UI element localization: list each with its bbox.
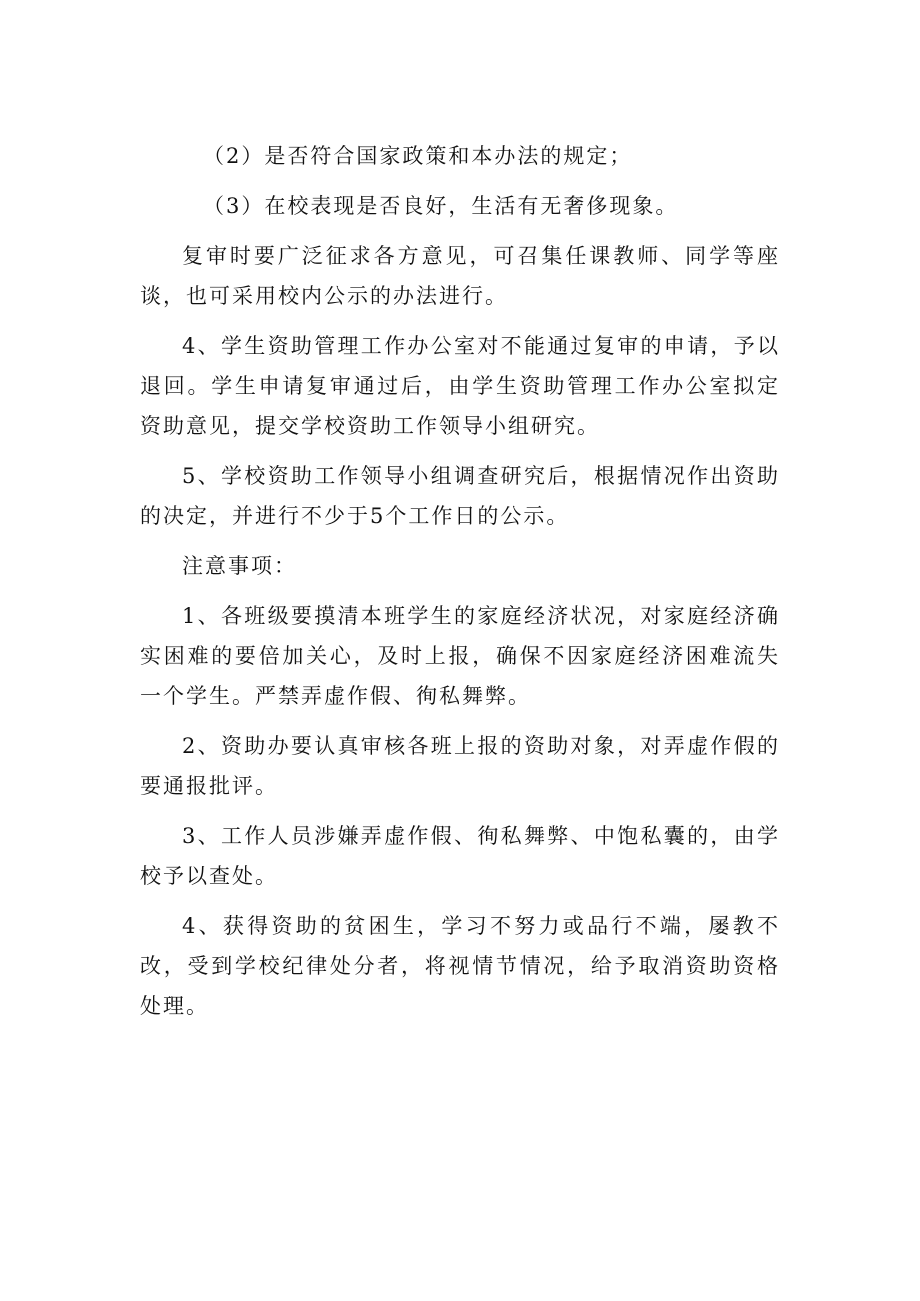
paragraph-criterion-3: （3）在校表现是否良好，生活有无奢侈现象。 — [203, 194, 679, 218]
section-heading-notes: 注意事项： — [182, 554, 297, 578]
paragraph-note-3: 3、工作人员涉嫌弄虚作假、徇私舞弊、中饱私囊的，由学校予以查处。 — [140, 824, 780, 888]
paragraph-note-4: 4、获得资助的贫困生，学习不努力或品行不端，屡教不改，受到学校纪律处分者，将视情节情况，给予取消资助资格处理。 — [140, 914, 780, 1018]
paragraph-step-5: 5、学校资助工作领导小组调查研究后，根据情况作出资助的决定，并进行不少于5个工作日的公示。 — [140, 464, 780, 528]
paragraph-note-2: 2、资助办要认真审核各班上报的资助对象，对弄虚作假的要通报批评。 — [140, 734, 780, 798]
document-body — [140, 136, 780, 1036]
paragraph-review-note: 复审时要广泛征求各方意见，可召集任课教师、同学等座谈，也可采用校内公示的办法进行。 — [140, 244, 780, 308]
paragraph-step-4: 4、学生资助管理工作办公室对不能通过复审的申请，予以退回。学生申请复审通过后，由学生资助管理工作办公室拟定资助意见，提交学校资助工作领导小组研究。 — [140, 334, 780, 438]
paragraph-criterion-2: （2）是否符合国家政策和本办法的规定； — [203, 144, 633, 168]
paragraph-note-1: 1、各班级要摸清本班学生的家庭经济状况，对家庭经济确实困难的要倍加关心，及时上报，确保不因家庭经济困难流失一个学生。严禁弄虚作假、徇私舞弊。 — [140, 604, 780, 708]
